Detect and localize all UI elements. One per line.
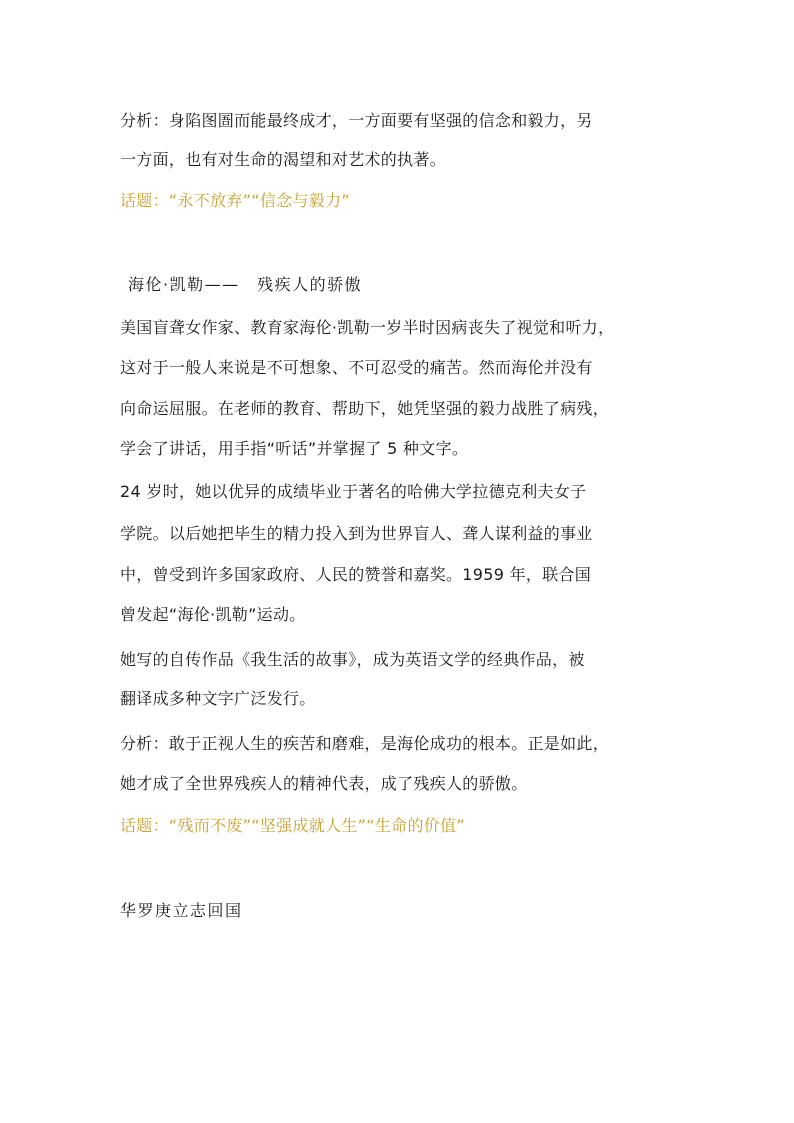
- paragraph-line: 她写的自传作品《我生活的故事》，成为英语文学的经典作品，被: [120, 650, 585, 669]
- paragraph-line: 中，曾受到许多国家政府、人民的赞誉和嘉奖。1959 年，联合国: [120, 565, 592, 584]
- topic-line: 话题：“永不放弃”“信念与毅力”: [120, 191, 350, 210]
- analysis-text: 一方面，也有对生命的渴望和对艺术的执著。: [120, 150, 447, 169]
- topic-line: 话题：“残而不废”“坚强成就人生”“生命的价值”: [120, 816, 465, 835]
- paragraph-line: 学会了讲话，用手指“听话”并掌握了 5 种文字。: [120, 439, 469, 458]
- paragraph-line: 24 岁时，她以优异的成绩毕业于著名的哈佛大学拉德克利夫女子: [120, 482, 587, 501]
- paragraph-line: 曾发起“海伦·凯勒”运动。: [120, 605, 306, 624]
- paragraph-line: 美国盲聋女作家、教育家海伦·凯勒一岁半时因病丧失了视觉和听力，: [120, 318, 615, 337]
- analysis-text: 她才成了全世界残疾人的精神代表，成了残疾人的骄傲。: [120, 774, 528, 793]
- paragraph-line: 向命运屈服。在老师的教育、帮助下，她凭坚强的毅力战胜了病残，: [120, 399, 610, 418]
- section-title: 海伦·凯勒—— 残疾人的骄傲: [128, 275, 363, 294]
- analysis-text: 分析：敢于正视人生的疾苦和磨难，是海伦成功的根本。正是如此，: [120, 734, 610, 753]
- paragraph-line: 学院。以后她把毕生的精力投入到为世界盲人、聋人谋利益的事业: [120, 524, 593, 543]
- paragraph-line: 这对于一般人来说是不可想象、不可忍受的痛苦。然而海伦并没有: [120, 358, 593, 377]
- section-title: 华罗庚立志回国: [120, 901, 243, 920]
- analysis-text: 分析：身陷图圄而能最终成才，一方面要有坚强的信念和毅力，另: [120, 111, 593, 130]
- paragraph-line: 翻译成多种文字广泛发行。: [120, 689, 316, 708]
